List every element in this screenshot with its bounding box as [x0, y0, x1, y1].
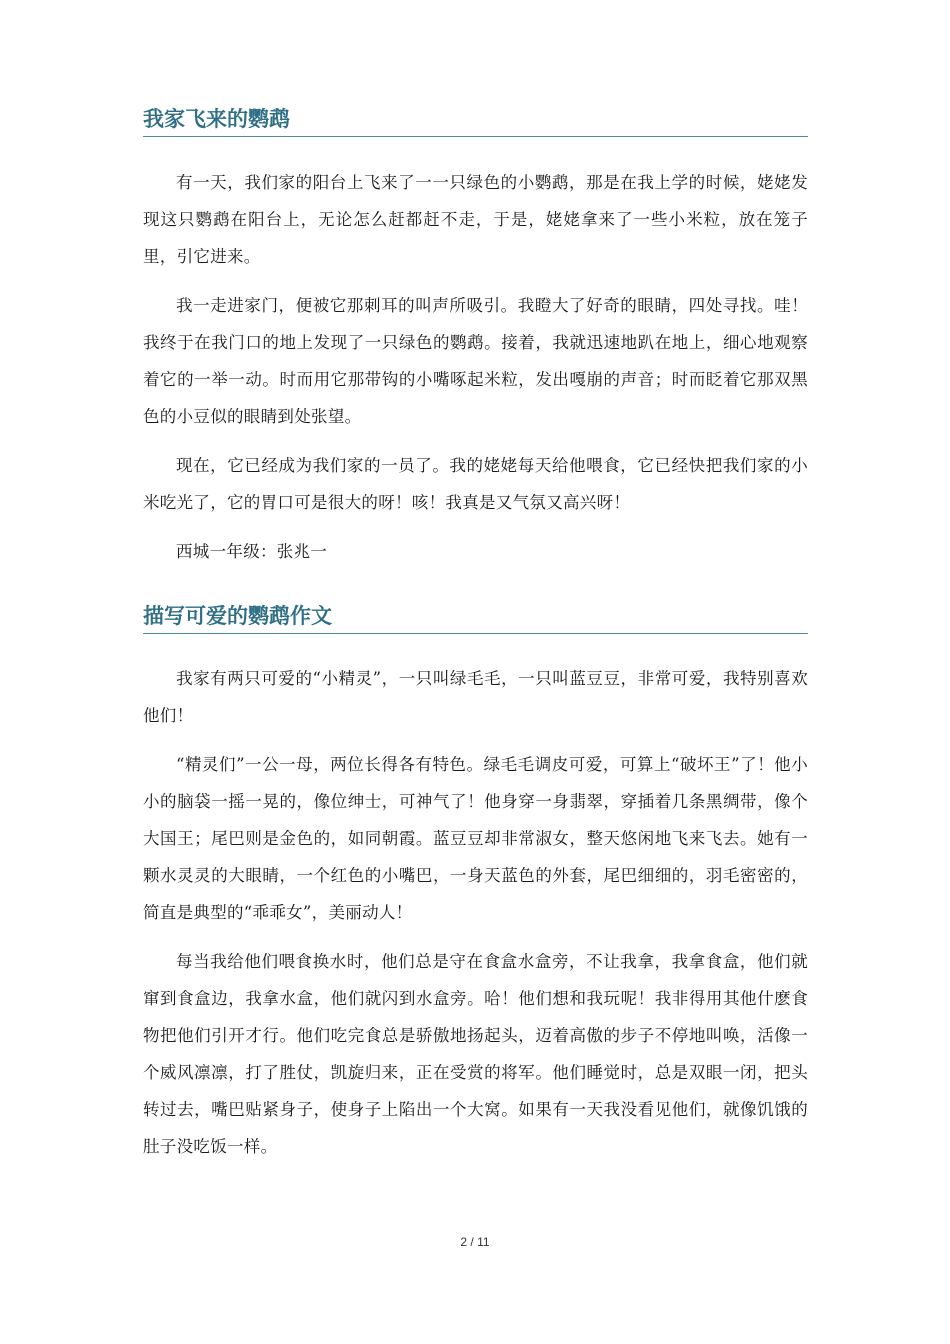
paragraph: 我家有两只可爱的“小精灵”，一只叫绿毛毛，一只叫蓝豆豆，非常可爱，我特别喜欢他们！: [143, 669, 808, 725]
paragraph: “精灵们”一公一母，两位长得各有特色。绿毛毛调皮可爱，可算上“破坏王”了！他小小的脑袋一摇一晃的，像位绅士，可神气了！他身穿一身翡翠，穿插着几条黑绸带，像个大国王；尾巴则是金色的，如同朝霞。蓝豆豆却非常淑女，整天悠闲地飞来飞去。她有一颗水灵灵的大眼睛，一个红色的小嘴巴，一身天蓝色的外套，尾巴细细的，羽毛密密的，简直是典型的“乖乖女”，美丽动人！: [143, 755, 808, 922]
paragraph: 有一天，我们家的阳台上飞来了一一只绿色的小鹦鹉，那是在我上学的时候，姥姥发现这只鹦鹉在阳台上，无论怎么赶都赶不走，于是，姥姥拿来了一些小米粒，放在笼子里，引它进来。: [143, 173, 808, 266]
paragraph: 每当我给他们喂食换水时，他们总是守在食盒水盒旁，不让我拿，我拿食盒，他们就窜到食盒边，我拿水盒，他们就闪到水盒旁。哈！他们想和我玩呢！我非得用其他什麽食物把他们引开才行。他们吃完食总是骄傲地扬起头，迈着高傲的步子不停地叫唤，活像一个威风凛凛，打了胜仗，凯旋归来，正在受赏的将军。他们睡觉时，总是双眼一闭，把头转过去，嘴巴贴紧身子，使身子上陷出一个大窝。如果有一天我没看见他们，就像饥饿的肚子没吃饭一样。: [143, 952, 808, 1156]
paragraph: 我一走进家门，便被它那刺耳的叫声所吸引。我瞪大了好奇的眼睛，四处寻找。哇！我终于在我门口的地上发现了一只绿色的鹦鹉。接着，我就迅速地趴在地上，细心地观察着它的一举一动。时而用它那带钩的小嘴啄起米粒，发出嘎崩的声音；时而眨着它那双黑色的小豆似的眼睛到处张望。: [143, 296, 808, 426]
author-line: 西城一年级：张兆一: [176, 542, 328, 561]
section-title: 描写可爱的鹦鹉作文: [143, 601, 808, 634]
section-2: [143, 601, 808, 1165]
section-title: 我家飞来的鹦鹉: [143, 104, 808, 137]
section-1: [143, 104, 808, 570]
page-number: 2 / 11: [460, 1235, 490, 1249]
paragraph: 现在，它已经成为我们家的一员了。我的姥姥每天给他喂食，它已经快把我们家的小米吃光了，它的胃口可是很大的呀！咳！我真是又气氛又高兴呀！: [143, 456, 808, 512]
